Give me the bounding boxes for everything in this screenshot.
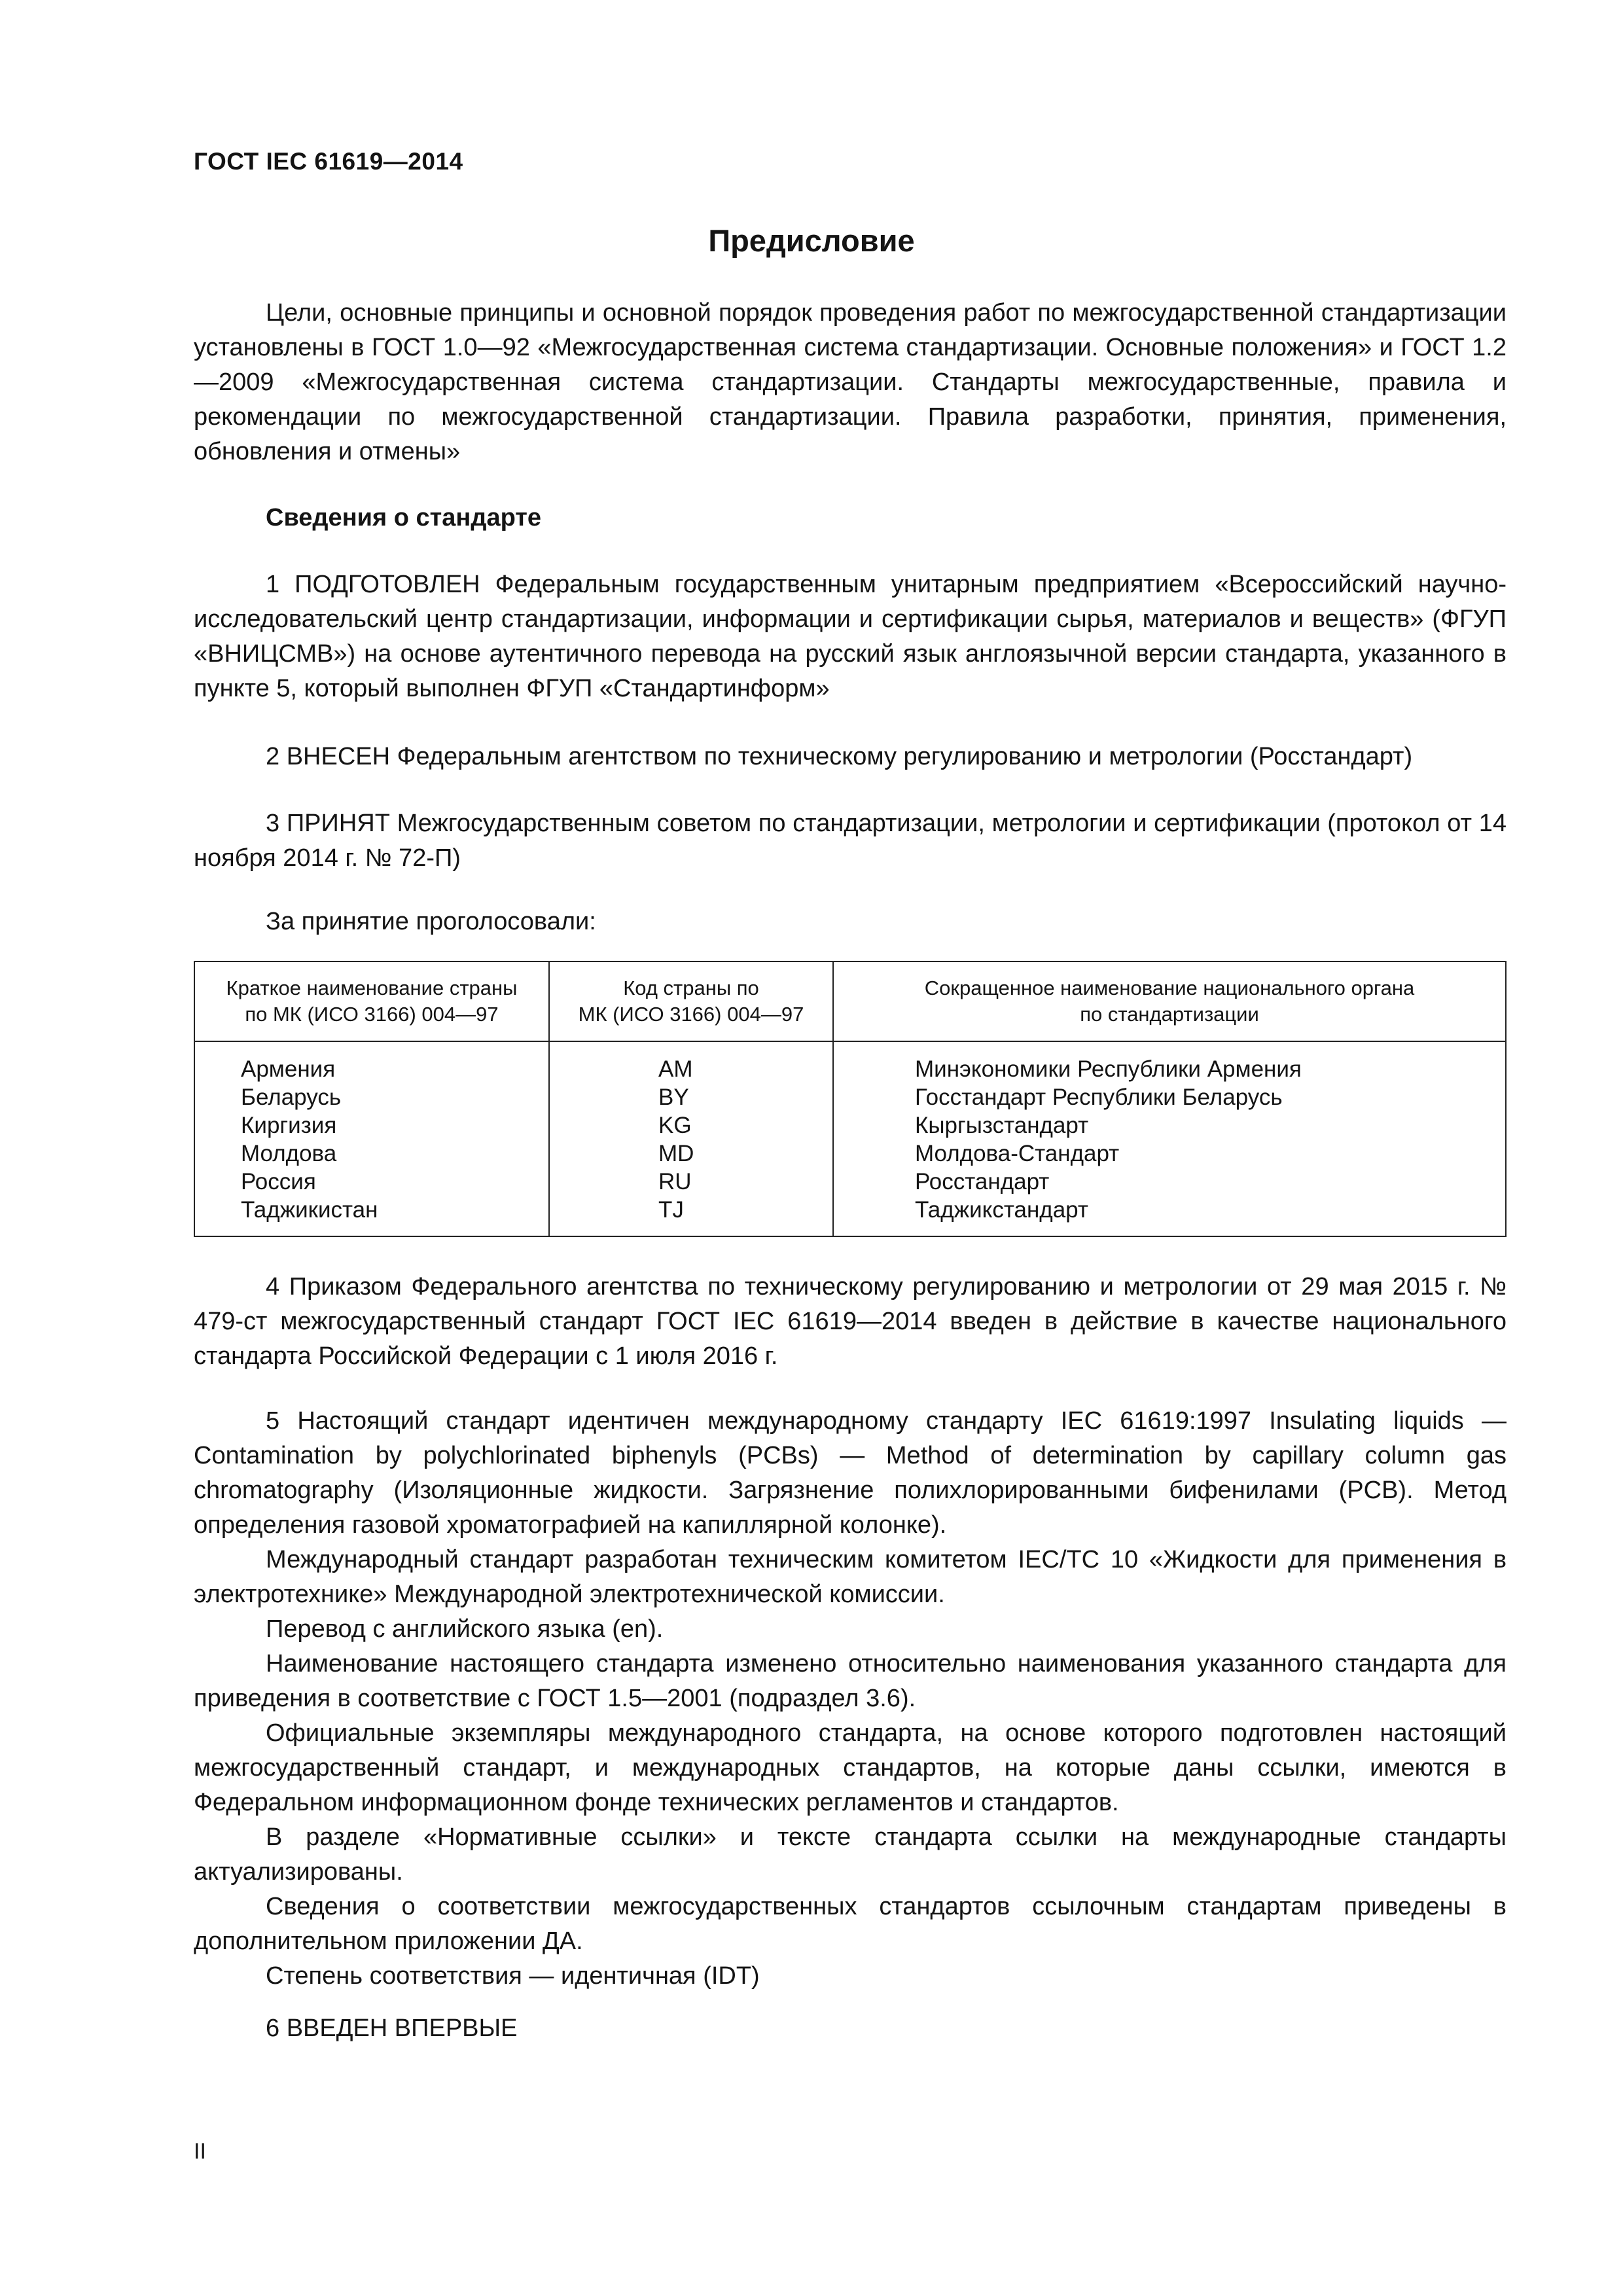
page-title: Предисловие [708, 223, 915, 258]
item-4-text: 4 Приказом Федерального агентства по техническому регулированию и метрологии от 29 мая 2015 г. № 479-ст межгосударственный стандарт ГОСТ IEC 61619—2014 введен в действие в качестве национального стандарта Российской Федерации с 1 июля 2016 г. [194, 1273, 1507, 1370]
page-number: II [194, 2139, 206, 2164]
item-5-paragraph: Степень соответствия — идентичная (IDT) [266, 1962, 760, 1990]
header-code-line-1: Код страны по [623, 977, 759, 999]
standards-body-column [915, 1055, 1302, 1224]
item-5-paragraph: 5 Настоящий стандарт идентичен международному стандарту IEC 61619:1997 Insulating liquids — Contamination by polychlorinated biphenyls (PCBs) — Method of determination by capillary column gas chromatography (Изоляционные жидкости. Загрязнение полихлорированными бифенилами (PCB). Метод определения газовой хроматографией на капиллярной колонке). [194, 1407, 1507, 1539]
table-cell-code: AM [658, 1056, 693, 1082]
item-2 [194, 740, 1507, 774]
item-4 [194, 1270, 1507, 1374]
table-cell-body: Таджикстандарт [915, 1197, 1088, 1223]
table-cell-code: TJ [658, 1197, 684, 1223]
intro-text: Цели, основные принципы и основной порядок проведения работ по межгосударственной стандартизации установлены в ГОСТ 1.0—92 «Межгосударственная система стандартизации. Основные положения» и ГОСТ 1.2—2009 «Межгосударственная система стандартизации. Стандарты межгосударственные, правила и рекомендации по межгосударственной стандартизации. Правила разработки, принятия, применения, обновления и отмены» [194, 299, 1507, 465]
item-1-text: 1 ПОДГОТОВЛЕН Федеральным государственным унитарным предприятием «Всероссийский научно-исследовательский центр стандартизации, информации и сертификации сырья, материалов и веществ» (ФГУП «ВНИЦСМВ») на основе аутентичного перевода на русский язык англоязычной версии стандарта, указанного в пункте 5, который выполнен ФГУП «Стандартинформ» [194, 571, 1507, 702]
country-name-column [241, 1055, 378, 1224]
table-cell-code: BY [658, 1085, 689, 1110]
intro-paragraph [194, 296, 1507, 469]
item-1 [194, 567, 1507, 706]
item-5 [194, 1404, 1507, 1994]
item-5-paragraph: Перевод с английского языка (en). [266, 1615, 664, 1643]
table-cell-body: Молдова-Стандарт [915, 1141, 1120, 1166]
header-country-line-1: Краткое наименование страны [226, 977, 518, 999]
header-body-line-2: по стандартизации [1080, 1003, 1259, 1026]
vote-label: За принятие проголосовали: [266, 908, 596, 935]
column-divider [832, 962, 834, 1236]
header-code-line-2: МК (ИСО 3166) 004—97 [578, 1003, 804, 1026]
header-country-code [550, 962, 832, 1041]
country-code-column [658, 1055, 694, 1224]
item-5-paragraph: Международный стандарт разработан техническим комитетом IEC/TC 10 «Жидкости для применения в электротехнике» Международной электротехнической комиссии. [194, 1546, 1507, 1608]
item-5-paragraph: В разделе «Нормативные ссылки» и тексте стандарта ссылки на международные стандарты актуализированы. [194, 1823, 1507, 1886]
table-cell-country: Армения [241, 1056, 336, 1082]
item-5-paragraph: Наименование настоящего стандарта изменено относительно наименования указанного стандарта для приведения в соответствие с ГОСТ 1.5—2001 (подраздел 3.6). [194, 1650, 1507, 1712]
table-cell-body: Росстандарт [915, 1169, 1050, 1194]
table-cell-code: KG [658, 1113, 692, 1138]
voting-table [194, 961, 1507, 1237]
table-cell-country: Таджикистан [241, 1197, 378, 1223]
item-3 [194, 806, 1507, 876]
table-cell-country: Россия [241, 1169, 316, 1194]
column-divider [548, 962, 550, 1236]
table-cell-body: Минэкономики Республики Армения [915, 1056, 1302, 1082]
item-3-text: 3 ПРИНЯТ Межгосударственным советом по стандартизации, метрологии и сертификации (протокол от 14 ноября 2014 г. № 72-П) [194, 810, 1507, 872]
standard-code-header: ГОСТ IEC 61619—2014 [194, 148, 463, 175]
header-body-line-1: Сокращенное наименование национального органа [924, 977, 1415, 999]
header-country-line-2: по МК (ИСО 3166) 004—97 [245, 1003, 499, 1026]
table-cell-code: RU [658, 1169, 692, 1194]
table-cell-code: MD [658, 1141, 694, 1166]
table-cell-body: Кыргызстандарт [915, 1113, 1089, 1138]
section-subheading: Сведения о стандарте [266, 504, 542, 531]
table-cell-country: Молдова [241, 1141, 337, 1166]
table-cell-body: Госстандарт Республики Беларусь [915, 1085, 1283, 1110]
item-5-paragraph: Официальные экземпляры международного стандарта, на основе которого подготовлен настоящий межгосударственный стандарт, и международных стандартов, на которые даны ссылки, имеются в Федеральном информационном фонде технических регламентов и стандартов. [194, 1719, 1507, 1816]
header-country-name [195, 962, 548, 1041]
table-cell-country: Киргизия [241, 1113, 337, 1138]
item-6: 6 ВВЕДЕН ВПЕРВЫЕ [266, 2015, 518, 2042]
item-5-paragraph: Сведения о соответствии межгосударственных стандартов ссылочным стандартам приведены в дополнительном приложении ДА. [194, 1893, 1507, 1955]
table-header-row [195, 962, 1505, 1042]
item-2-text: 2 ВНЕСЕН Федеральным агентством по техническому регулированию и метрологии (Росстандарт) [266, 743, 1413, 770]
table-cell-country: Беларусь [241, 1085, 342, 1110]
header-standards-body [834, 962, 1505, 1041]
